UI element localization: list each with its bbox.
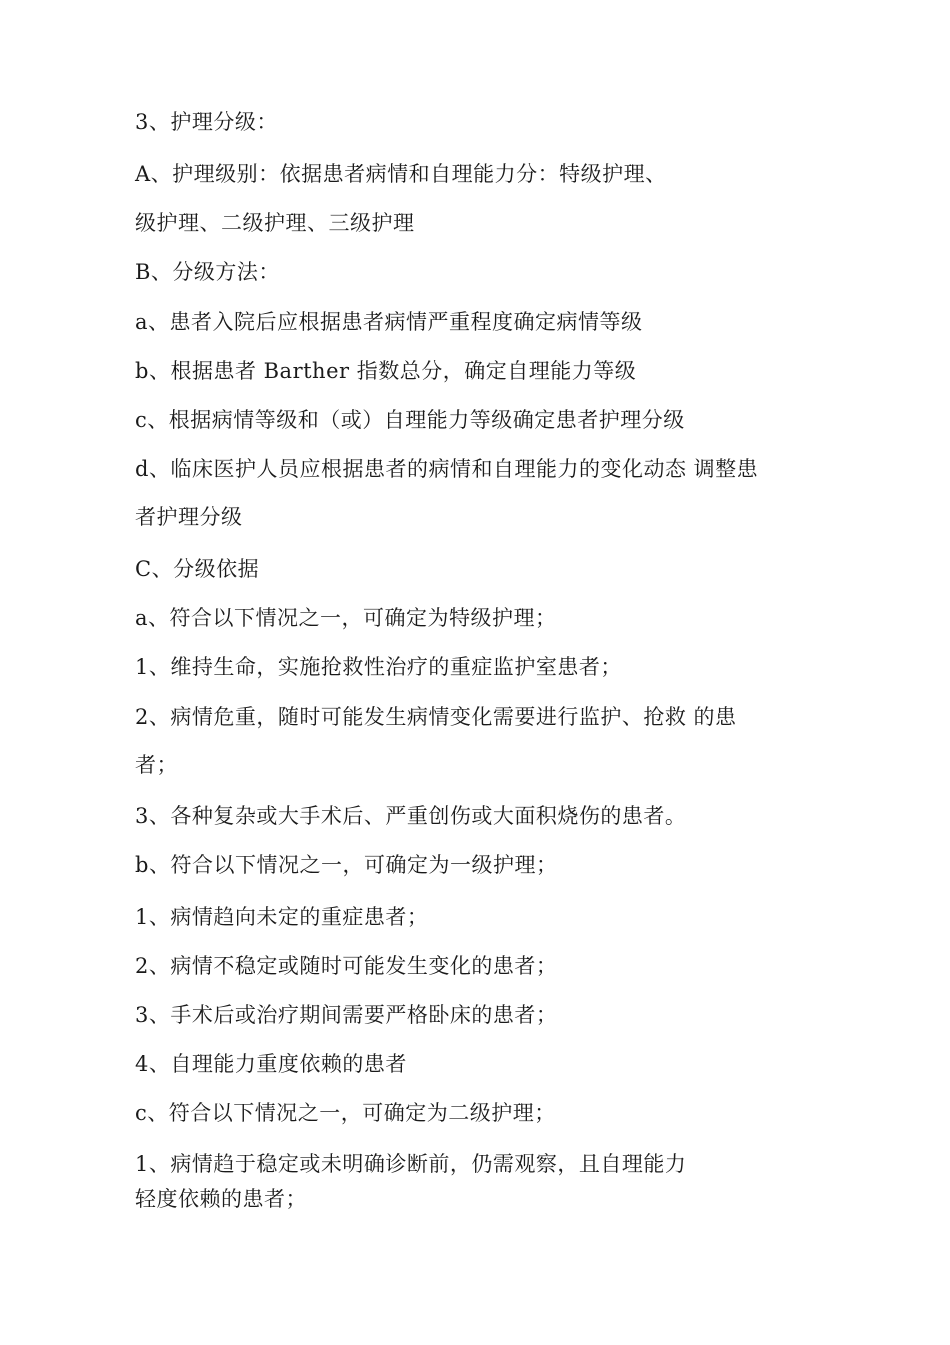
paragraph-line: 2、病情危重，随时可能发生病情变化需要进行监护、抢救 的患 — [135, 705, 737, 729]
paragraph-line: 轻度依赖的患者； — [135, 1187, 307, 1211]
paragraph-line: a、符合以下情况之一，可确定为特级护理； — [135, 606, 557, 630]
paragraph-line: 3、手术后或治疗期间需要严格卧床的患者； — [135, 1003, 558, 1027]
subsection-heading: C、分级依据 — [135, 557, 260, 581]
subsection-heading: B、分级方法： — [135, 260, 280, 284]
paragraph-line: c、根据病情等级和（或）自理能力等级确定患者护理分级 — [135, 408, 685, 432]
paragraph-line: A、护理级别：依据患者病情和自理能力分：特级护理、 — [135, 162, 667, 186]
section-heading: 3、护理分级： — [135, 110, 278, 134]
paragraph-line: d、临床医护人员应根据患者的病情和自理能力的变化动态 调整患 — [135, 457, 759, 481]
paragraph-line: 1、维持生命，实施抢救性治疗的重症监护室患者； — [135, 655, 622, 679]
paragraph-line: a、患者入院后应根据患者病情严重程度确定病情等级 — [135, 310, 643, 334]
paragraph-line: 3、各种复杂或大手术后、严重创伤或大面积烧伤的患者。 — [135, 804, 687, 828]
paragraph-line: b、符合以下情况之一，可确定为一级护理； — [135, 853, 558, 877]
paragraph-line: 1、病情趋向未定的重症患者； — [135, 905, 429, 929]
paragraph-line: c、符合以下情况之一，可确定为二级护理； — [135, 1101, 556, 1125]
paragraph-line: 者护理分级 — [135, 505, 243, 529]
paragraph-line: b、根据患者 Barther 指数总分，确定自理能力等级 — [135, 359, 637, 383]
paragraph-line: 4、自理能力重度依赖的患者 — [135, 1052, 407, 1076]
paragraph-line: 1、病情趋于稳定或未明确诊断前，仍需观察，且自理能力 — [135, 1152, 687, 1176]
paragraph-line: 2、病情不稳定或随时可能发生变化的患者； — [135, 954, 558, 978]
paragraph-line: 级护理、二级护理、三级护理 — [135, 211, 415, 235]
paragraph-line: 者； — [135, 753, 178, 777]
